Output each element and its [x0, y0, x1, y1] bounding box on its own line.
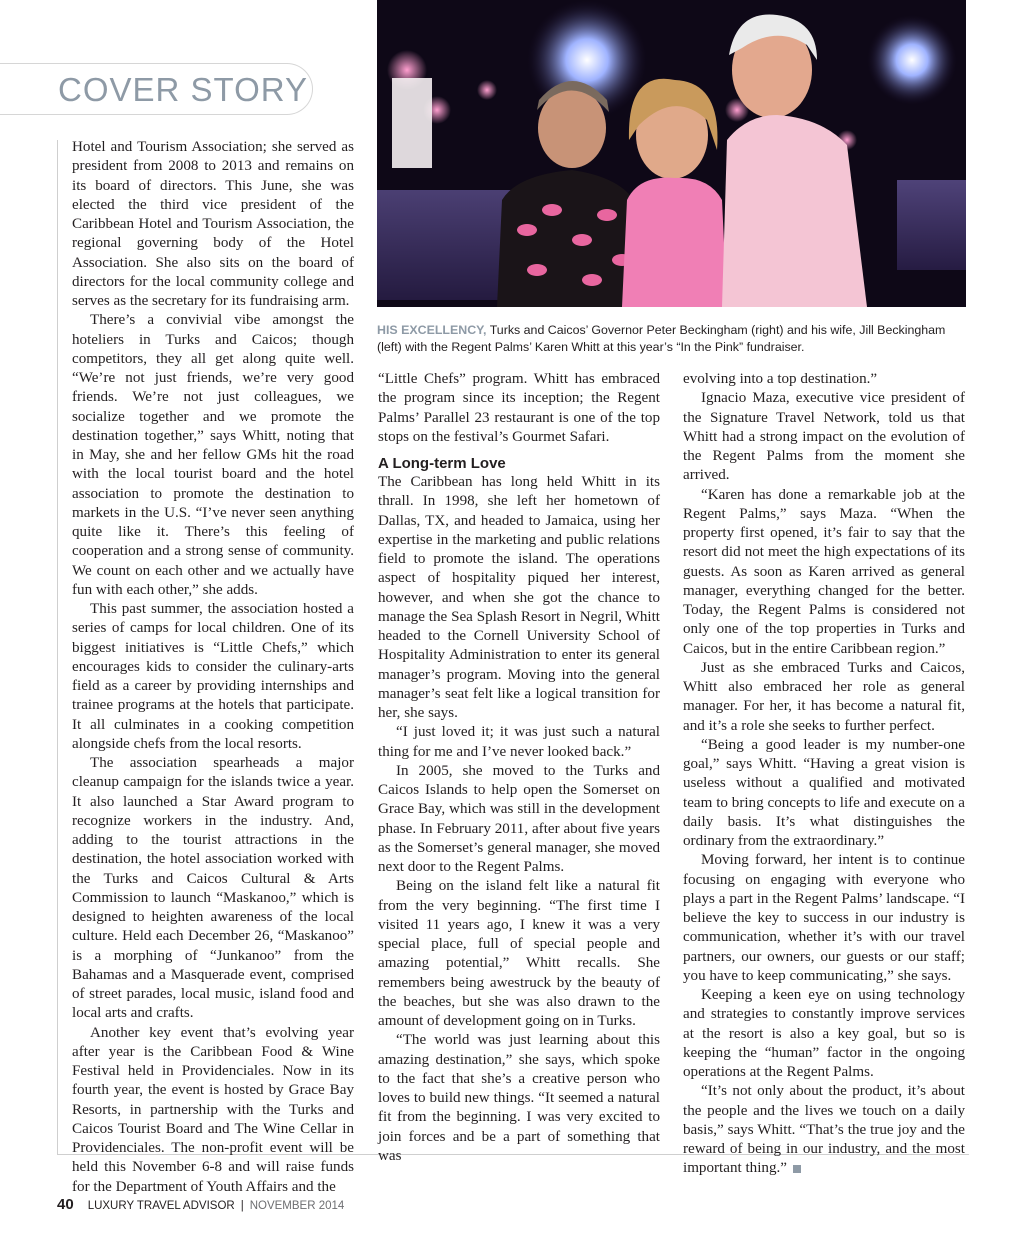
paragraph-final-text: “It’s not only about the product, it’s about the people and the lives we touch on a daily basis,” says Whitt. “That’s the true joy and the reward of being in our industry, and the most important thing.” [683, 1083, 965, 1177]
photo-caption [377, 322, 967, 356]
paragraph: In 2005, she moved to the Turks and Caicos Islands to help open the Somerset on Grace Bay, which was still in the development phase. In February 2011, after about five years as the Somerset’s general manager, she moved next door to the Regent Palms. [378, 762, 660, 875]
page-frame-left-rule [57, 140, 58, 1155]
paragraph: “I just loved it; it was just such a natural thing for me and I’ve never looked back.” [378, 724, 660, 760]
end-mark-icon [793, 1165, 801, 1173]
paragraph: Moving forward, her intent is to continue focusing on engaging with everyone who plays a part in the Regent Palms’ landscape. “I believe the key to success in our industry is communication, whether it’s with our travel partners, our owners, our guests or our staff; you have to keep communicating,” she says. [683, 852, 965, 984]
cover-photo [377, 0, 966, 307]
issue-date: NOVEMBER 2014 [249, 1200, 345, 1212]
paragraph: This past summer, the association hosted a series of camps for local children. One of its biggest initiatives is “Little Chefs,” which encourages kids to consider the culinary-arts field as a career by providing internships and trainee programs at the hotels that participate. It all culminates in a cooking competition alongside chefs from the local resorts. [72, 601, 354, 752]
paragraph: Being on the island felt like a natural fit from the very beginning. “The first time I visited 11 years ago, I knew it was a very special place, full of special people and amazing potential,” Whitt recalls. She remembers being awestruck by the beauty of the beaches, but she was also drawn to the amount of development going on in Turks. [378, 878, 660, 1029]
footer-separator: | [240, 1200, 244, 1212]
paragraph: “Being a good leader is my number-one goal,” says Whitt. “Having a great vision is useless without a qualified and motivated team to bring concepts to life and execute on a daily basis. It’s what distinguishes the ordinary from the extraordinary.” [683, 736, 965, 849]
paragraph: Hotel and Tourism Association; she served as president from 2008 to 2013 and remains on its board of directors. This June, she was elected the third vice president of the Caribbean Hotel and Tourism Association, the regional governing body of the Hotel Association. She also sits on the board of directors for the local community college and serves as the secretary for its fundraising arm. [72, 139, 354, 309]
paragraph: “The world was just learning about this amazing destination,” she says, which spoke to the fact that she’s a creative person who loves to build new things. “It seemed a natural fit from the beginning. I was very excited to join forces and be a part of something that was [378, 1032, 660, 1164]
event-photo-illustration [377, 0, 966, 307]
page-number: 40 [57, 1196, 74, 1213]
page-footer [57, 1196, 344, 1213]
article-column-3 [683, 370, 965, 1179]
paragraph: There’s a convivial vibe amongst the hoteliers in Turks and Caicos; though competitors, they all get along quite well. “We’re not just friends, we’re very good friends. We’re not just colleagues, we socialize together and we promote the destination together,” says Whitt, noting that in May, she and her fellow GMs hit the road with the local tourist board and the hotel association to promote the destination to markets in the U.S. “I’ve never seen anything quite like it. There’s this feeling of cooperation and a strong sense of community. We count on each other and we actually have fun with each other,” she adds. [72, 312, 354, 598]
article-column-2 [378, 370, 660, 1166]
paragraph: The association spearheads a major cleanup campaign for the islands twice a year. It also launched a Star Award program to recognize workers in the industry. And, adding to the tourist attractions in the destination, the hotel association worked with the Turks and Caicos Cultural & Arts Commission to launch “Maskanoo,” which is designed to heighten awareness of the local culture. Held each December 26, “Maskanoo” is a morphing of “Junkanoo” from the Bahamas and a Masquerade event, comprised of street parades, local music, island food and local arts and crafts. [72, 755, 354, 1022]
article-column-1 [72, 138, 354, 1197]
paragraph: “Karen has done a remarkable job at the Regent Palms,” says Maza. “When the property first opened, it’s fair to say that the resort did not meet the high expectations of its guests. As soon as Karen arrived as general manager, everything changed for the better. Today, the Regent Palms is considered not only one of the top properties in Turks and Caicos, but in the entire Caribbean region.” [683, 486, 965, 657]
paragraph: evolving into a top destination.” [683, 371, 878, 387]
paragraph: Ignacio Maza, executive vice president of the Signature Travel Network, told us that Whitt had a strong impact on the evolution of the Regent Palms from the moment she arrived. [683, 390, 965, 484]
caption-lead: HIS EXCELLENCY, [377, 323, 487, 337]
subheading: A Long-term Love [378, 455, 506, 472]
paragraph: Keeping a keen eye on using technology and strategies to constantly improve services at the resort is also a key goal, but so is keeping the “human” factor in the ongoing operations at the Regent Palms. [683, 987, 965, 1080]
stage-light [867, 15, 957, 105]
paragraph-final [683, 1082, 965, 1178]
paragraph: Another key event that’s evolving year after year is the Caribbean Food & Wine Festival held in Providenciales. Now in its fourth year, the event is hosted by Grace Bay Resorts, in partnership with the Turks and Caicos Tourist Board and The Wine Cellar in Providenciales. The non-profit event will be held this November 6-8 and will raise funds for the Department of Youth Affairs and the [72, 1024, 354, 1195]
section-label: COVER STORY [58, 71, 309, 108]
caption-text: Turks and Caicos’ Governor Peter Beckingham (right) and his wife, Jill Beckingham (left) with the Regent Palms’ Karen Whitt at this year’s “In the Pink” fundraiser. [377, 323, 946, 354]
paragraph: Just as she embraced Turks and Caicos, Whitt also embraced her role as general manager. For her, it has become a natural fit, and it’s a role she seeks to further perfect. [683, 659, 965, 734]
publication-name: LUXURY TRAVEL ADVISOR [87, 1200, 235, 1212]
paragraph: “Little Chefs” program. Whitt has embraced the program since its inception; the Regent Palms’ Parallel 23 restaurant is one of the top stops on the festival’s Gourmet Safari. [378, 371, 660, 445]
paragraph: The Caribbean has long held Whitt in its thrall. In 1998, she left her hometown of Dallas, TX, and headed to Jamaica, using her expertise in the marketing and public relations field to promote the island. The operations aspect of hospitality piqued her interest, however, and when she got the chance to manage the Sea Splash Resort in Negril, Whitt headed to the Cornell University School of Hospitality Administration to enter its general manager’s program. Moving into the general manager’s seat felt like a logical transition for her, she says. [378, 474, 660, 721]
